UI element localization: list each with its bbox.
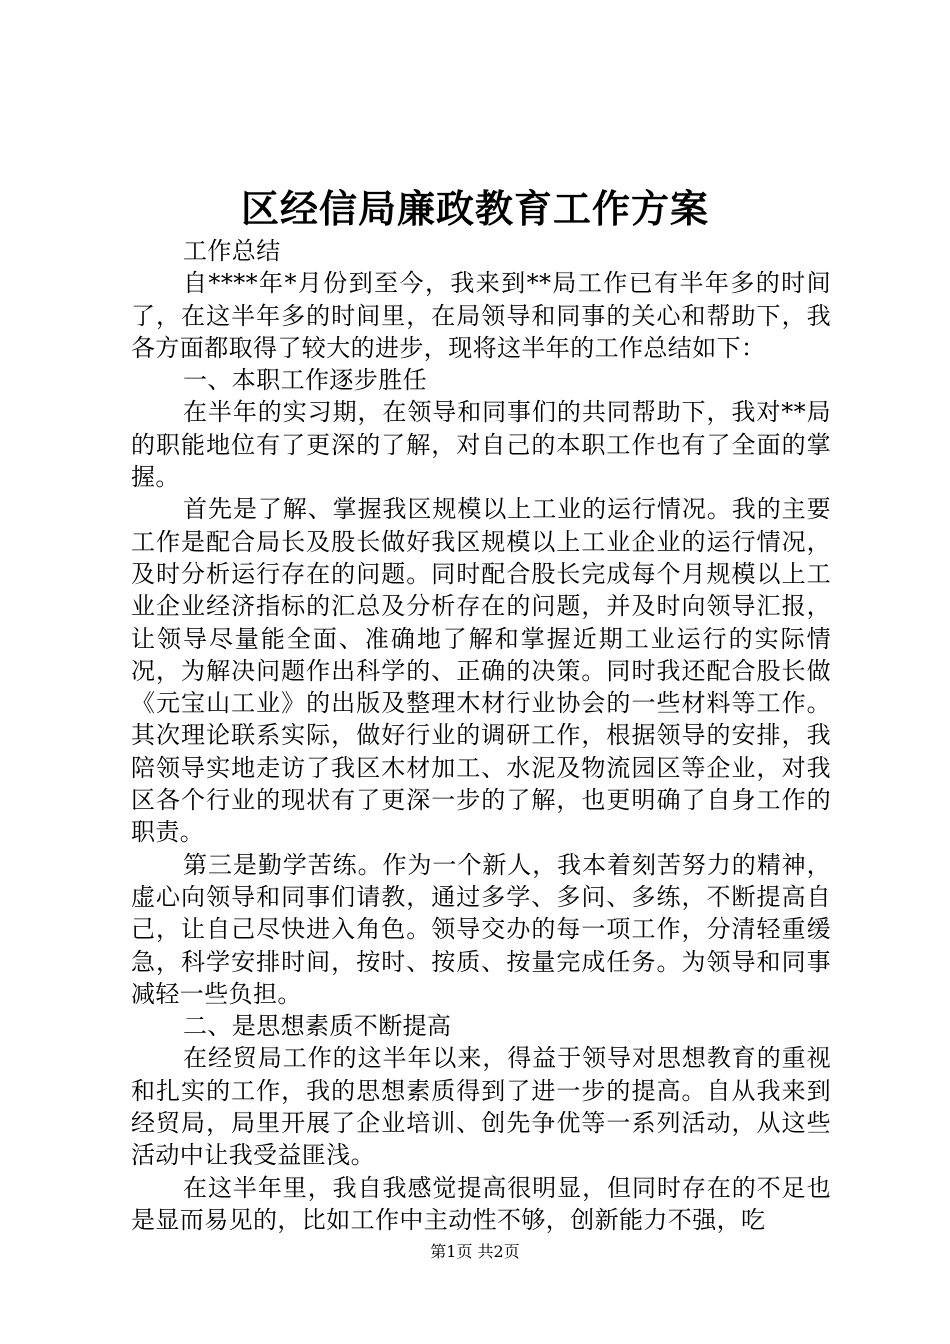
paragraph-internship: 在半年的实习期，在领导和同事们的共同帮助下，我对**局的职能地位有了更深的了解，对自己的本职工作也有了全面的掌握。 — [131, 398, 831, 492]
document-body — [131, 235, 831, 1236]
paragraph-heading-summary: 工作总结 — [183, 237, 281, 265]
paragraph-shortcomings: 在这半年里，我自我感觉提高很明显，但同时存在的不足也是显而易见的，比如工作中主动性不够，创新能力不强，吃 — [131, 1173, 831, 1234]
section-heading-1: 一、本职工作逐步胜任 — [183, 366, 427, 395]
paragraph-first-point: 首先是了解、掌握我区规模以上工业的运行情况。我的主要工作是配合局长及股长做好我区规模以上工业企业的运行情况，及时分析运行存在的问题。同时配合股长完成每个月规模以上工业企业经济指标的汇总及分析存在的问题，并及时向领导汇报，让领导尽量能全面、准确地了解和掌握近期工业运行的实际情况，为解决问题作出科学的、正确的决策。同时我还配合股长做《元宝山工业》的出版及整理木材行业协会的一些材料等工作。其次理论联系实际，做好行业的调研工作，根据领导的安排，我陪领导实地走访了我区木材加工、水泥及物流园区等企业，对我区各个行业的现状有了更深一步的了解，也更明确了自身工作的职责。 — [131, 495, 831, 847]
paragraph-intro: 自****年*月份到至今，我来到**局工作已有半年多的时间了，在这半年多的时间里，在局领导和同事的关心和帮助下，我各方面都取得了较大的进步，现将这半年的工作总结如下： — [131, 269, 831, 362]
document-title: 区经信局廉政教育工作方案 — [240, 186, 709, 231]
paragraph-thought-quality: 在经贸局工作的这半年以来，得益于领导对思想教育的重视和扎实的工作，我的思想素质得到了进一步的提高。自从我来到经贸局，局里开展了企业培训、创先争优等一系列活动，从这些活动中让我受益匪浅。 — [131, 1044, 831, 1170]
section-heading-2: 二、是思想素质不断提高 — [183, 1012, 452, 1041]
page-number-footer: 第1页 共2页 — [430, 1242, 520, 1261]
paragraph-third-point: 第三是勤学苦练。作为一个新人，我本着刻苦努力的精神，虚心向领导和同事们请教，通过多学、多问、多练，不断提高自己，让自己尽快进入角色。领导交办的每一项工作，分清轻重缓急，科学安排时间，按时、按质、按量完成任务。为领导和同事减轻一些负担。 — [131, 850, 831, 1008]
